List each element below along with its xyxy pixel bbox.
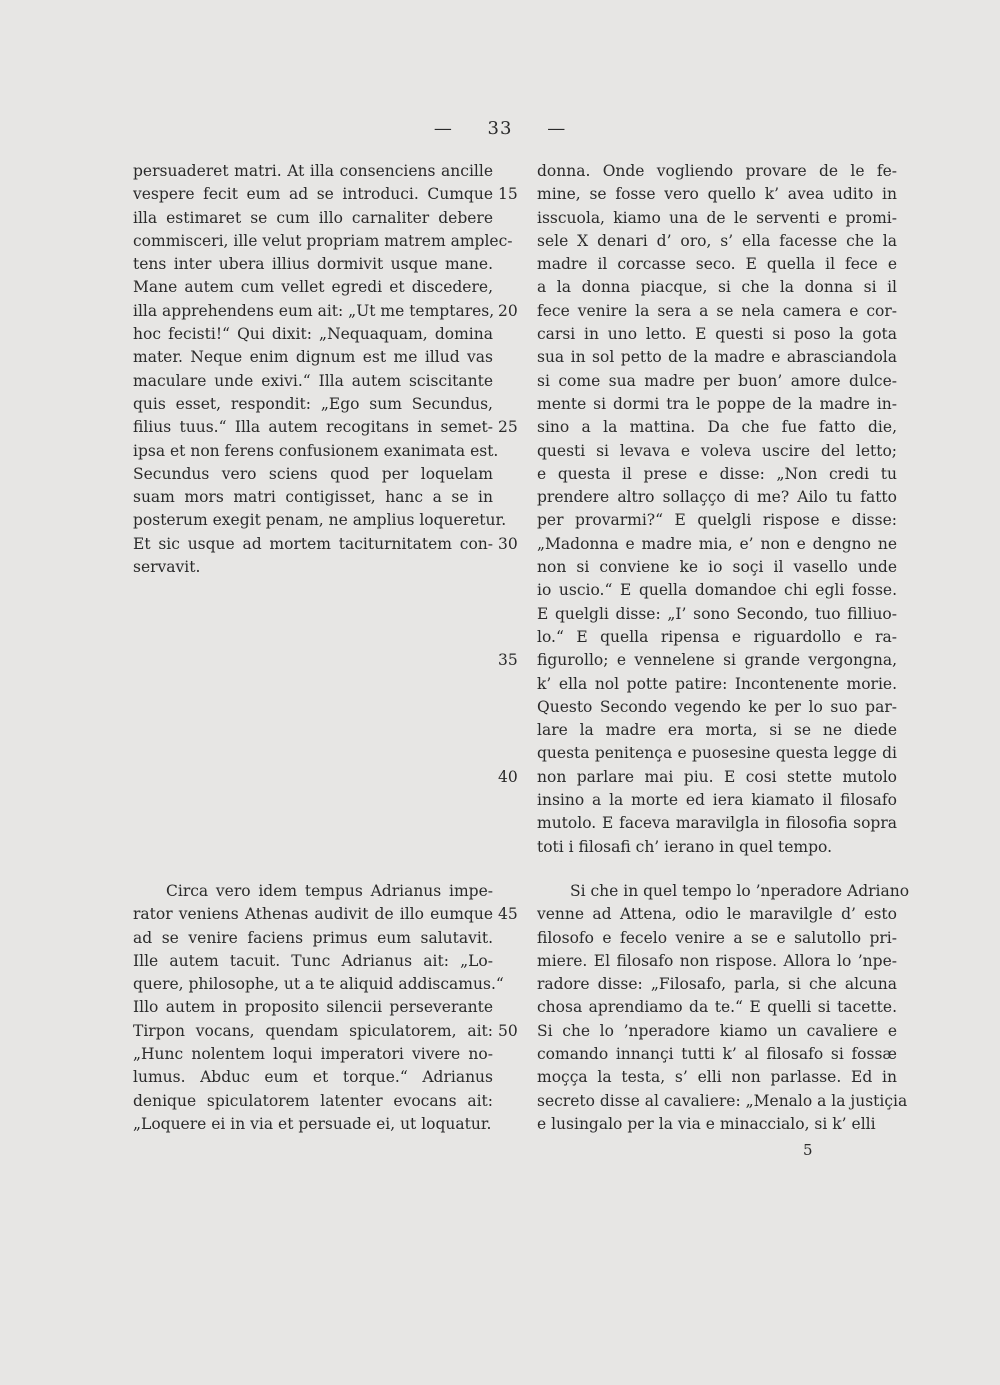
text-line: sua in sol petto de la madre e abrasciandola (537, 348, 897, 367)
folio-signature: 5 (803, 1141, 813, 1159)
text-line: Et sic usque ad mortem taciturnitatem con- (133, 534, 493, 553)
text-line: non parlare mai piu. E cosi stette mutolo (537, 767, 897, 786)
text-line: ad se venire faciens primus eum salutavit. (133, 928, 493, 947)
text-line: a la donna piacque, si che la donna si il (537, 278, 897, 297)
text-line: quis esset, respondit: „Ego sum Secundus, (133, 394, 493, 413)
line-number: 35 (498, 651, 518, 670)
text-line: illa estimaret se cum illo carnaliter debere (133, 208, 493, 227)
line-number: 30 (498, 534, 518, 553)
text-line: maculare unde exivi.“ Illa autem sciscitante (133, 371, 493, 390)
text-line: Ille autem tacuit. Tunc Adrianus ait: „Lo- (133, 951, 493, 970)
text-line: isscuola, kiamo una de le serventi e promi- (537, 208, 897, 227)
text-line: „Madonna e madre mia, e’ non e dengno ne (537, 534, 897, 553)
italian-column-bottom (537, 880, 910, 1136)
text-line: per provarmi?“ E quelgli rispose e disse: (537, 511, 897, 530)
text-line: miere. El filosafo non rispose. Allora lo ’npe- (537, 951, 897, 970)
text-line: insino a la morte ed iera kiamato il filosafo (537, 791, 897, 810)
text-line: Secundus vero sciens quod per loquelam (133, 464, 493, 483)
text-line: servavit. (133, 558, 201, 577)
text-line: vespere fecit eum ad se introduci. Cumque (133, 185, 493, 204)
text-line: secreto disse al cavaliere: „Menalo a la justiçia (537, 1091, 908, 1110)
text-line: lo.“ E quella ripensa e riguardollo e ra- (537, 627, 897, 646)
text-line: filius tuus.“ Illa autem recogitans in semet- (133, 418, 493, 437)
text-line: k’ ella nol potte patire: Incontenente morie. (537, 674, 897, 693)
text-line: rator veniens Athenas audivit de illo eumque (133, 905, 493, 924)
text-line: tens inter ubera illius dormivit usque mane. (133, 255, 493, 274)
text-line: lare la madre era morta, si se ne diede (537, 721, 897, 740)
text-line: Tirpon vocans, quendam spiculatorem, ait: (133, 1021, 493, 1040)
text-line: filosofo e fecelo venire a se e salutollo pri- (537, 928, 897, 947)
text-line: „Loquere ei in via et persuade ei, ut loquatur. (133, 1114, 492, 1133)
italian-column-top (537, 160, 897, 859)
text-line: suam mors matri contigisset, hanc a se in (133, 488, 493, 507)
text-line: sino a la mattina. Da che fue fatto die, (537, 418, 897, 437)
text-line: Si che in quel tempo lo ’nperadore Adriano (570, 882, 910, 900)
latin-column-bottom (133, 880, 504, 1136)
text-line: moçça la testa, s’ elli non parlasse. Ed in (537, 1068, 897, 1087)
line-number: 50 (498, 1021, 518, 1040)
text-line: chosa aprendiamo da te.“ E quelli si tacette. (537, 998, 897, 1017)
text-line: ipsa et non ferens confusionem exanimata est. (133, 441, 499, 460)
text-line: toti i filosafi ch’ ierano in quel tempo. (537, 837, 833, 856)
text-line: commisceri, ille velut propriam matrem amplec- (133, 231, 513, 250)
text-line: comando innançi tutti k’ al filosafo si fossæ (537, 1045, 897, 1064)
text-line: mine, se fosse vero quello k’ avea udito in (537, 185, 897, 204)
text-line: figurollo; e vennelene si grande vergongna, (537, 651, 897, 670)
text-line: lumus. Abduc eum et torque.“ Adrianus (133, 1068, 493, 1087)
text-line: Circa vero idem tempus Adrianus impe- (166, 882, 493, 900)
text-line: illa apprehendens eum ait: „Ut me temptares, (133, 301, 495, 320)
text-line: donna. Onde vogliendo provare de le fe- (537, 162, 897, 180)
text-line: carsi in uno letto. E questi si poso la gota (537, 325, 897, 344)
text-line: mutolo. E faceva maravilgla in filosofia sopra (537, 814, 897, 833)
line-number: 40 (498, 767, 518, 786)
header-dash-left: — (433, 118, 453, 139)
line-number: 25 (498, 418, 518, 437)
text-line: mente si dormi tra le poppe de la madre in- (537, 394, 897, 413)
text-line: radore disse: „Filosafo, parla, si che alcuna (537, 975, 897, 994)
header-dash-right: — (547, 118, 567, 139)
text-line: „Hunc nolentem loqui imperatori vivere no- (133, 1045, 493, 1064)
text-line: questi si levava e voleva uscire del letto; (537, 441, 897, 460)
text-line: si come sua madre per buon’ amore dulce- (537, 371, 897, 390)
text-line: Illo autem in proposito silencii perseverante (133, 998, 493, 1017)
text-line: questa penitença e puosesine questa legge di (537, 744, 897, 763)
page-header (0, 118, 1000, 139)
text-line: Si che lo ’nperadore kiamo un cavaliere e (537, 1021, 897, 1040)
text-line: quere, philosophe, ut a te aliquid addiscamus.“ (133, 975, 504, 994)
text-line: Questo Secondo vegendo ke per lo suo par- (537, 697, 897, 716)
text-line: persuaderet matri. At illa consenciens ancille (133, 162, 493, 180)
text-line: madre il corcasse seco. E quella il fece e (537, 255, 897, 274)
text-line: denique spiculatorem latenter evocans ait: (133, 1091, 493, 1110)
text-line: hoc fecisti!“ Qui dixit: „Nequaquam, domina (133, 325, 493, 344)
text-line: fece venire la sera a se nela camera e cor- (537, 301, 897, 320)
text-line: e questa il prese e disse: „Non credi tu (537, 464, 897, 483)
text-line: Mane autem cum vellet egredi et discedere, (133, 278, 493, 297)
text-line: posterum exegit penam, ne amplius loqueretur. (133, 511, 507, 530)
text-line: non si conviene ke io soçi il vasello unde (537, 558, 897, 577)
text-line: venne ad Attena, odio le maravilgle d’ esto (537, 905, 897, 924)
line-number: 20 (498, 301, 518, 320)
line-number: 15 (498, 185, 518, 204)
text-line: E quelgli disse: „I’ sono Secondo, tuo filliuo- (537, 604, 897, 623)
page-number: 33 (487, 118, 513, 139)
text-line: io uscio.“ E quella domandoe chi egli fosse. (537, 581, 897, 600)
text-line: prendere altro sollaçço di me? Ailo tu fatto (537, 488, 897, 507)
text-line: sele X denari d’ oro, s’ ella facesse che la (537, 231, 897, 250)
line-number: 45 (498, 905, 518, 924)
text-line: mater. Neque enim dignum est me illud vas (133, 348, 493, 367)
text-line: e lusingalo per la via e minaccialo, si k’ elli (537, 1114, 876, 1133)
